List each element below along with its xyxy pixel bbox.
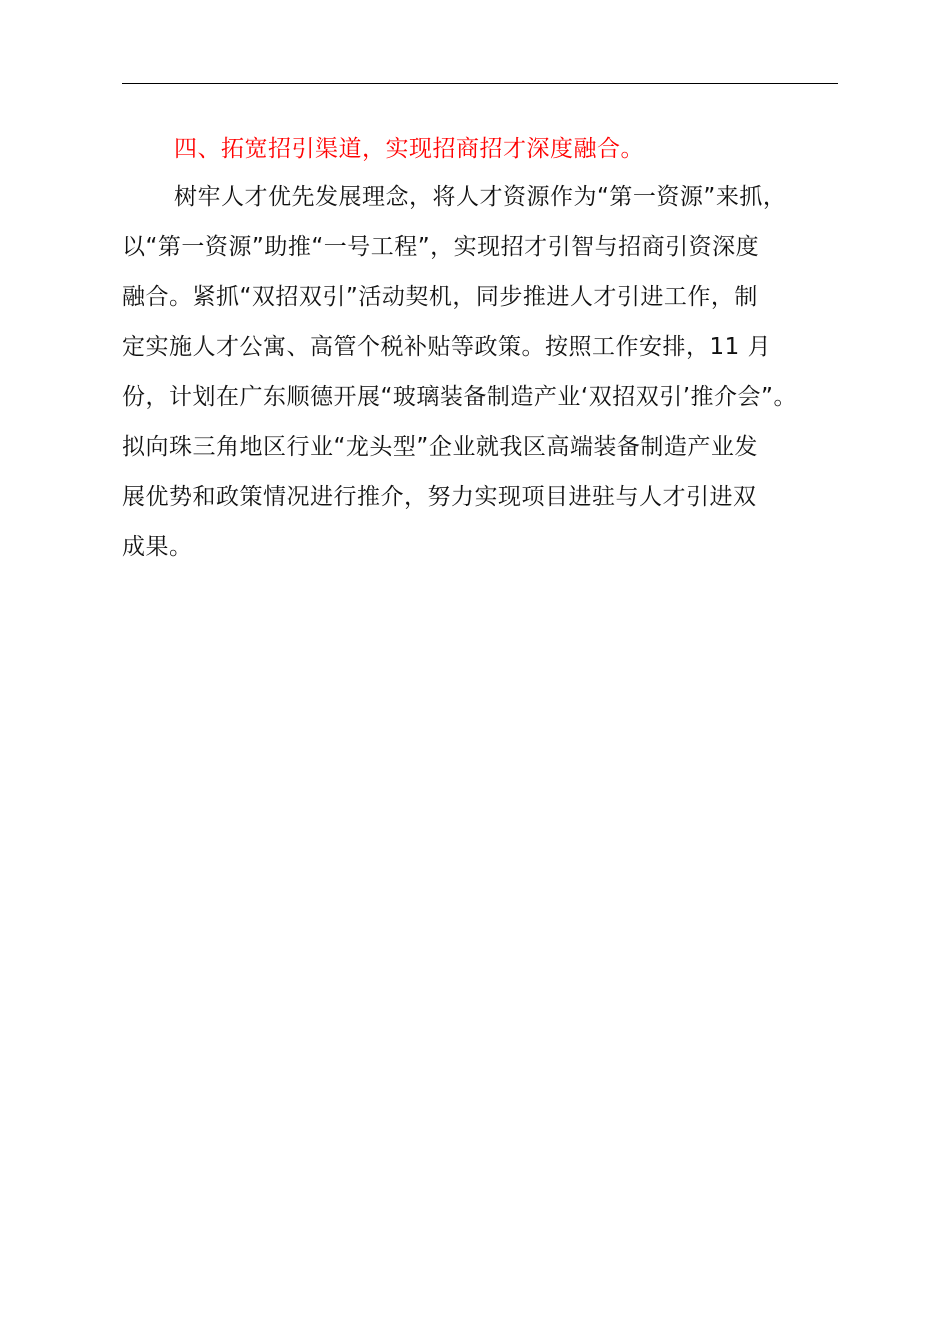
paragraph-line-6: 拟向珠三角地区行业“龙头型”企业就我区高端装备制造产业发 xyxy=(122,434,758,460)
paragraph-line-2: 以“第一资源”助推“一号工程”，实现招才引智与招商引资深度 xyxy=(122,234,760,260)
paragraph-line-5: 份，计划在广东顺德开展“玻璃装备制造产业‘双招双引’推介会”。 xyxy=(122,384,797,410)
header-rule xyxy=(122,83,838,84)
paragraph-line-8: 成果。 xyxy=(122,534,193,560)
section-heading: 四、拓宽招引渠道，实现招商招才深度融合。 xyxy=(174,136,644,162)
paragraph-line-4: 定实施人才公寓、高管个税补贴等政策。按照工作安排，11 月 xyxy=(122,334,772,360)
paragraph-line-7: 展优势和政策情况进行推介，努力实现项目进驻与人才引进双 xyxy=(122,484,757,510)
paragraph-line-3: 融合。紧抓“双招双引”活动契机，同步推进人才引进工作，制 xyxy=(122,284,758,310)
paragraph-line-1: 树牢人才优先发展理念，将人才资源作为“第一资源”来抓， xyxy=(174,184,787,210)
